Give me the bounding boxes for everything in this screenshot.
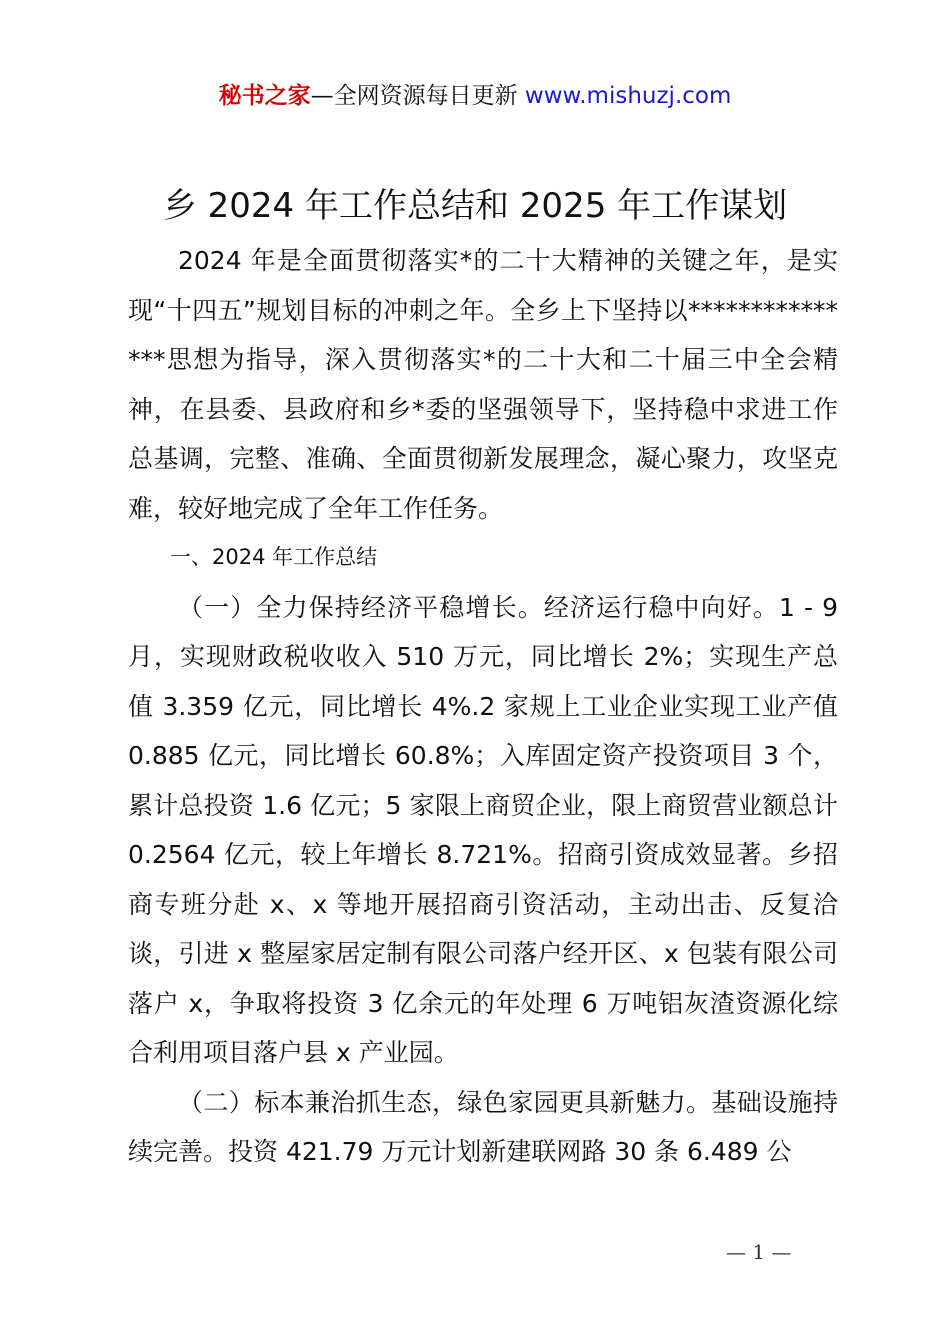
section-heading: 一、2024 年工作总结 [170,545,378,569]
paragraph-economy: （一）全力保持经济平稳增长。经济运行稳中向好。1 - 9 月，实现财政税收收入 510 万元，同比增长 2%；实现生产总值 3.359 亿元，同比增长 4%.2 家规上工业企业实现工业产值 0.885 亿元，同比增长 60.8%；入库固定资产投资项目 3 个，累计总投资 1.6 亿元；5 家限上商贸企业，限上商贸营业额总计 0.2564 亿元，较上年增长 8.721%。招商引资成效显著。乡招商专班分赴 x、x 等地开展招商引资活动，主动出击、反复洽谈，引进 x 整屋家居定制有限公司落户经开区、x 包装有限公司落户 x，争取将投资 3 亿余元的年处理 6 万吨铝灰渣资源化综合利用项目落户县 x 产业园。 [128,592,838,1067]
site-tagline: —全网资源每日更新 [310,83,525,109]
page-number: — 1 — [726,1240,792,1264]
site-brand: 秘书之家 [218,83,311,109]
site-banner [0,80,950,112]
intro-paragraph: 2024 年是全面贯彻落实*的二十大精神的关键之年，是实现“十四五”规划目标的冲刺之年。全乡上下坚持以***************思想为指导，深入贯彻落实*的二十大和二十届三中全会精神，在县委、县政府和乡*委的坚强领导下，坚持稳中求进工作总基调，完整、准确、全面贯彻新发展理念，凝心聚力，攻坚克难，较好地完成了全年工作任务。 [128,246,838,523]
paragraph-ecology: （二）标本兼治抓生态，绿色家园更具新魅力。基础设施持续完善。投资 421.79 万元计划新建联网路 30 条 6.489 公 [128,1087,838,1166]
document-body [128,236,838,1177]
document-title: 乡 2024 年工作总结和 2025 年工作谋划 [162,186,788,226]
site-url: www.mishuzj.com [524,83,732,109]
